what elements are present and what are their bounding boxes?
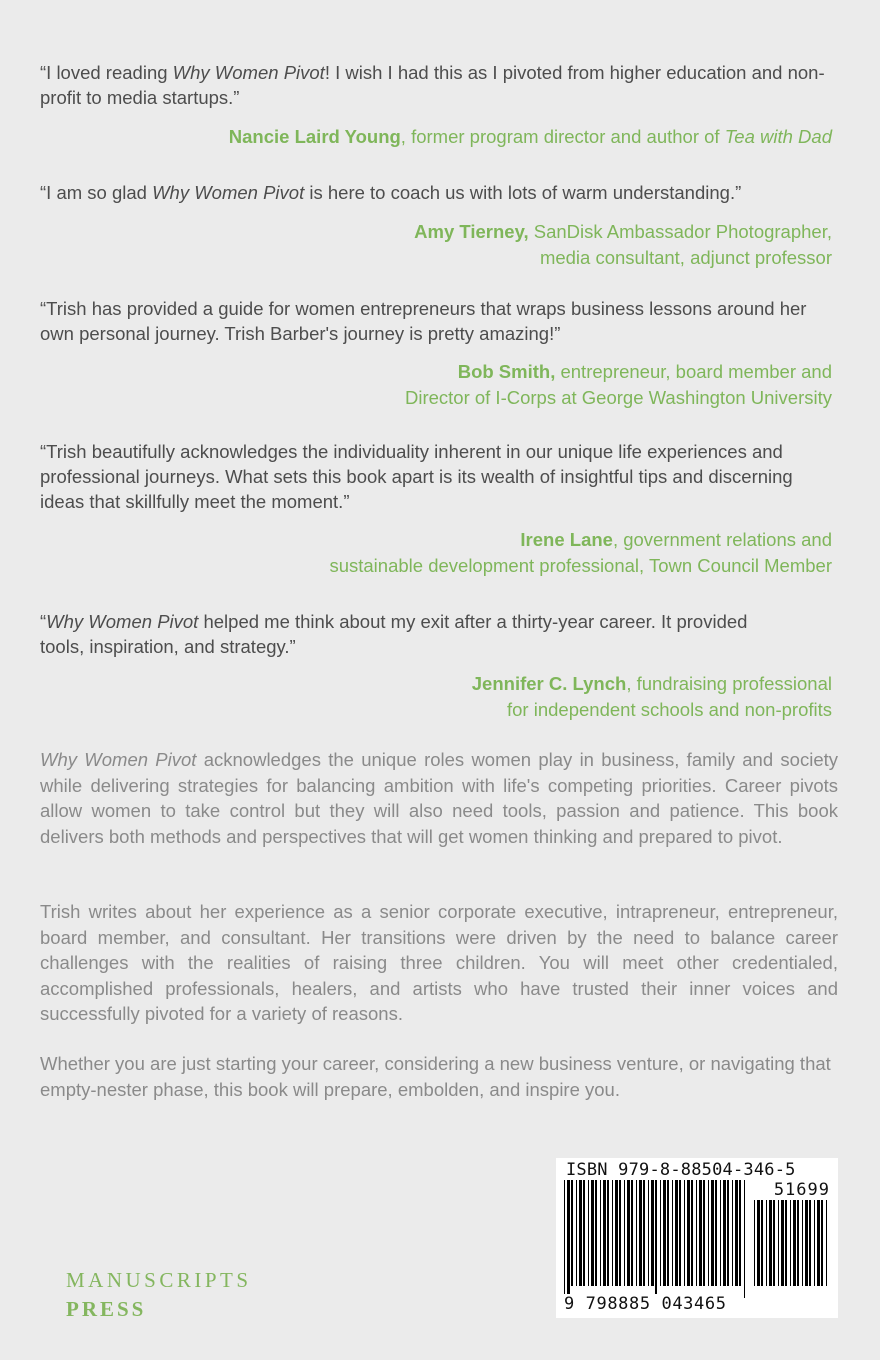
ean-barcode-bars bbox=[562, 1180, 750, 1298]
barcode-bar bbox=[703, 1180, 705, 1286]
barcode-bar bbox=[773, 1200, 775, 1286]
barcode-bar bbox=[600, 1180, 601, 1286]
barcode-bar bbox=[727, 1180, 729, 1286]
barcode-bar bbox=[595, 1180, 597, 1286]
publisher-name-line1: MANUSCRIPTS bbox=[66, 1268, 252, 1292]
barcode-bar bbox=[619, 1180, 621, 1286]
attribution-name: Nancie Laird Young bbox=[228, 126, 401, 147]
testimonial-quote-1: “I loved reading Why Women Pivot! I wish I had this as I pivoted from higher education and non-profit to media startups.” bbox=[40, 62, 825, 108]
barcode-bar bbox=[643, 1180, 645, 1286]
barcode-bar bbox=[802, 1200, 803, 1286]
barcode-bar bbox=[691, 1180, 693, 1286]
barcode-bar bbox=[735, 1180, 738, 1286]
barcode-bar bbox=[607, 1180, 609, 1286]
barcode-bar bbox=[667, 1180, 669, 1286]
testimonial-quote-2: “I am so glad Why Women Pivot is here to coach us with lots of warm understanding.” bbox=[40, 182, 742, 203]
barcode-bar bbox=[612, 1180, 613, 1286]
isbn-barcode bbox=[556, 1158, 838, 1318]
barcode-bar bbox=[576, 1180, 577, 1286]
barcode-bar bbox=[624, 1180, 625, 1286]
barcode-bar bbox=[781, 1200, 784, 1286]
barcode-bar bbox=[821, 1200, 823, 1286]
barcode-bar bbox=[660, 1180, 661, 1286]
testimonial-quote-3: “Trish has provided a guide for women entrepreneurs that wraps business lessons around her own personal journey. Trish Barber's journey is pretty amazing!” bbox=[40, 298, 807, 344]
barcode-bar bbox=[588, 1180, 589, 1286]
barcode-bar bbox=[778, 1200, 779, 1286]
description-paragraph-3: Whether you are just starting your career, considering a new business venture, or navigating that empty-nester phase, this book will prepare, embolden, and inspire you. bbox=[40, 1053, 831, 1100]
barcode-bar bbox=[567, 1180, 570, 1298]
testimonial-quote-4: “Trish beautifully acknowledges the individuality inherent in our unique life experiences and professional journeys. What sets this book apart is its wealth of insightful tips and discerning ideas that skillfully meet the moment.” bbox=[40, 441, 793, 512]
barcode-bar bbox=[696, 1180, 697, 1286]
barcode-bar bbox=[655, 1180, 657, 1298]
barcode-bar bbox=[675, 1180, 678, 1286]
barcode-bar bbox=[684, 1180, 685, 1286]
barcode-digits: 9 798885 043465 bbox=[564, 1294, 727, 1314]
description-paragraph-1: Why Women Pivot acknowledges the unique roles women play in business, family and society while delivering strategies for balancing ambition with life's competing priorities. Career pivots allow women to take control but they will also need tools, passion and patience. This book delivers both methods and perspectives that will get women thinking and prepared to pivot. bbox=[40, 749, 838, 847]
barcode-bar bbox=[648, 1180, 649, 1286]
attribution-name: Bob Smith, bbox=[457, 361, 556, 382]
isbn-text: ISBN 979-8-88504-346-5 bbox=[566, 1160, 796, 1180]
barcode-bar bbox=[754, 1200, 755, 1286]
barcode-bar bbox=[699, 1180, 702, 1286]
testimonial-attribution-3: Bob Smith, entrepreneur, board member and Director of I-Corps at George Washington University bbox=[404, 361, 832, 408]
barcode-bar bbox=[826, 1200, 827, 1286]
barcode-bar bbox=[744, 1180, 745, 1298]
barcode-bar bbox=[663, 1180, 666, 1286]
barcode-bar bbox=[720, 1180, 721, 1286]
barcode-bar bbox=[739, 1180, 741, 1286]
addon-barcode-bars bbox=[752, 1200, 830, 1298]
attribution-name: Jennifer C. Lynch bbox=[471, 673, 627, 694]
barcode-bar bbox=[651, 1180, 654, 1286]
barcode-bar bbox=[687, 1180, 690, 1286]
barcode-bar bbox=[715, 1180, 717, 1286]
barcode-bar bbox=[636, 1180, 637, 1286]
testimonial-attribution-5: Jennifer C. Lynch, fundraising professional for independent schools and non-profits bbox=[471, 673, 832, 720]
testimonial-attribution-2: Amy Tierney, SanDisk Ambassador Photographer, media consultant, adjunct professor bbox=[414, 221, 832, 268]
barcode-bar bbox=[571, 1180, 573, 1286]
price-code-text: 51699 bbox=[773, 1180, 830, 1200]
barcode-bar bbox=[805, 1200, 808, 1286]
testimonial-quote-5: “Why Women Pivot helped me think about my exit after a thirty-year career. It provided tools, inspiration, and strategy.” bbox=[40, 611, 748, 657]
barcode-bar bbox=[723, 1180, 726, 1286]
barcode-bar bbox=[583, 1180, 585, 1286]
barcode-bar bbox=[757, 1200, 760, 1286]
attribution-name: Amy Tierney, bbox=[414, 221, 529, 242]
barcode-bar bbox=[672, 1180, 673, 1286]
barcode-bar bbox=[793, 1200, 796, 1286]
barcode-bar bbox=[708, 1180, 709, 1286]
barcode-bar bbox=[817, 1200, 820, 1286]
description-paragraph-2: Trish writes about her experience as a senior corporate executive, intrapreneur, entrepreneur, board member, and consultant. Her transitions were driven by the need to balance career challenges with the realities of raising three children. You will meet other credentialed, accomplished professionals, healers, and artists who have trusted their inner voices and successfully pivoted for a variety of reasons. bbox=[40, 901, 838, 1024]
barcode-bar bbox=[785, 1200, 787, 1286]
barcode-bar bbox=[809, 1200, 811, 1286]
testimonial-attribution-1: Nancie Laird Young, former program director and author of Tea with Dad bbox=[228, 126, 832, 147]
barcode-bar bbox=[564, 1180, 565, 1298]
attribution-name: Irene Lane bbox=[520, 529, 613, 550]
barcode-bar bbox=[814, 1200, 815, 1286]
publisher-name-line2: PRESS bbox=[66, 1297, 147, 1321]
barcode-bar bbox=[615, 1180, 618, 1286]
barcode-bar bbox=[591, 1180, 594, 1286]
barcode-bar bbox=[732, 1180, 733, 1286]
barcode-bar bbox=[711, 1180, 714, 1286]
barcode-bar bbox=[603, 1180, 606, 1286]
publisher-logo bbox=[66, 1266, 252, 1324]
barcode-bar bbox=[797, 1200, 799, 1286]
barcode-bar bbox=[679, 1180, 681, 1286]
barcode-bar bbox=[631, 1180, 633, 1286]
barcode-bar bbox=[790, 1200, 791, 1286]
barcode-bar bbox=[761, 1200, 763, 1286]
barcode-bar bbox=[579, 1180, 582, 1286]
barcode-bar bbox=[769, 1200, 772, 1286]
barcode-bar bbox=[627, 1180, 630, 1286]
barcode-bar bbox=[639, 1180, 642, 1286]
barcode-bar bbox=[766, 1200, 767, 1286]
testimonial-attribution-4: Irene Lane, government relations and sustainable development professional, Town Council Member bbox=[329, 529, 832, 576]
